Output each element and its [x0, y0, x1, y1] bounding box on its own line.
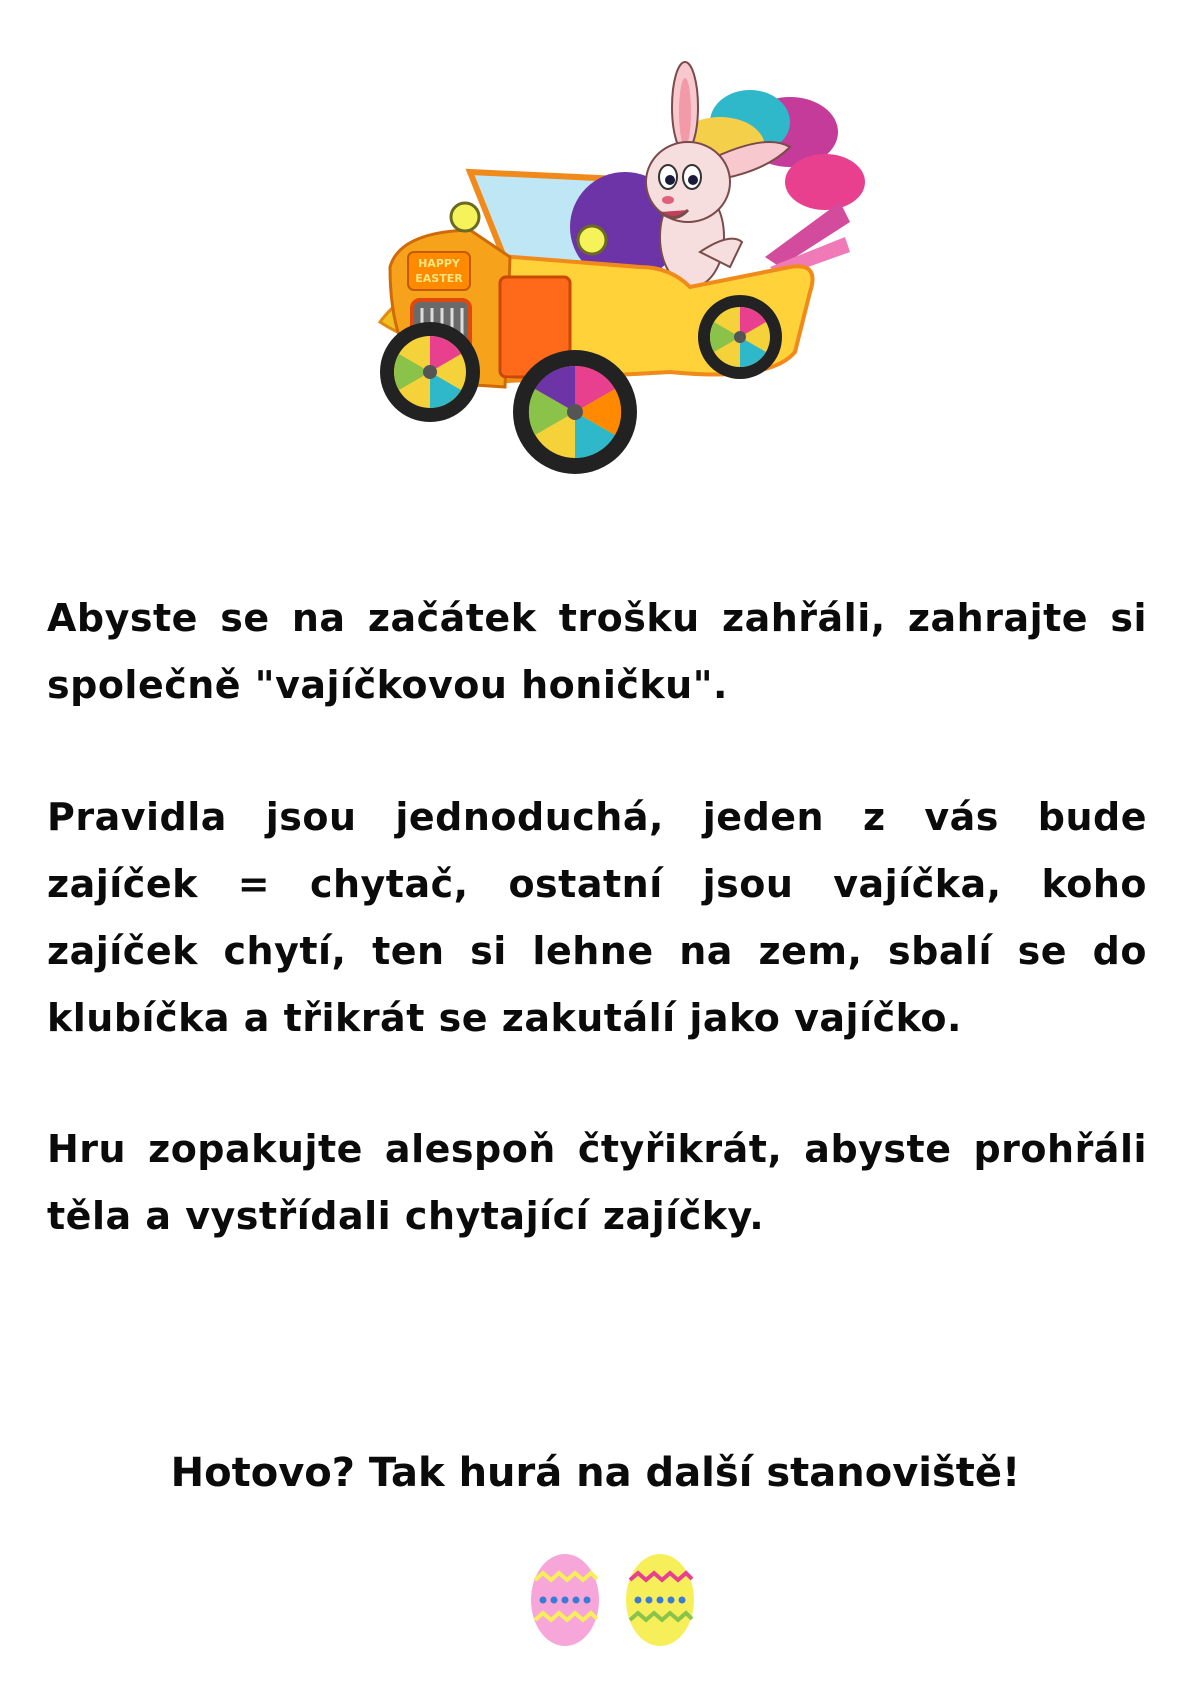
easter-eggs-decoration	[525, 1545, 705, 1650]
svg-text:EASTER: EASTER	[415, 272, 463, 285]
closing-line: Hotovo? Tak hurá na další stanoviště!	[170, 1450, 1021, 1496]
repeat-paragraph: Hru zopakujte alespoň čtyřikrát, abyste prohřáli těla a vystřídali chytající zajíčky.	[47, 1127, 1147, 1238]
front-right-wheel	[513, 350, 637, 474]
intro-paragraph: Abyste se na začátek trošku zahřáli, zahrajte si společně "vajíčkovou honičku".	[47, 596, 1147, 707]
pink-egg-icon	[531, 1554, 599, 1646]
yellow-egg-icon	[626, 1554, 694, 1646]
rear-wheel	[698, 295, 782, 379]
rules-paragraph: Pravidla jsou jednoduchá, jeden z vás bude zajíček = chytač, ostatní jsou vajíčka, koho zajíček chytí, ten si lehne na zem, sbalí se do klubíčka a třikrát se zakutálí jako vajíčko.	[47, 795, 1147, 1040]
bunny-car-illustration	[370, 52, 890, 502]
front-left-wheel	[380, 322, 480, 422]
svg-text:HAPPY: HAPPY	[418, 257, 460, 270]
